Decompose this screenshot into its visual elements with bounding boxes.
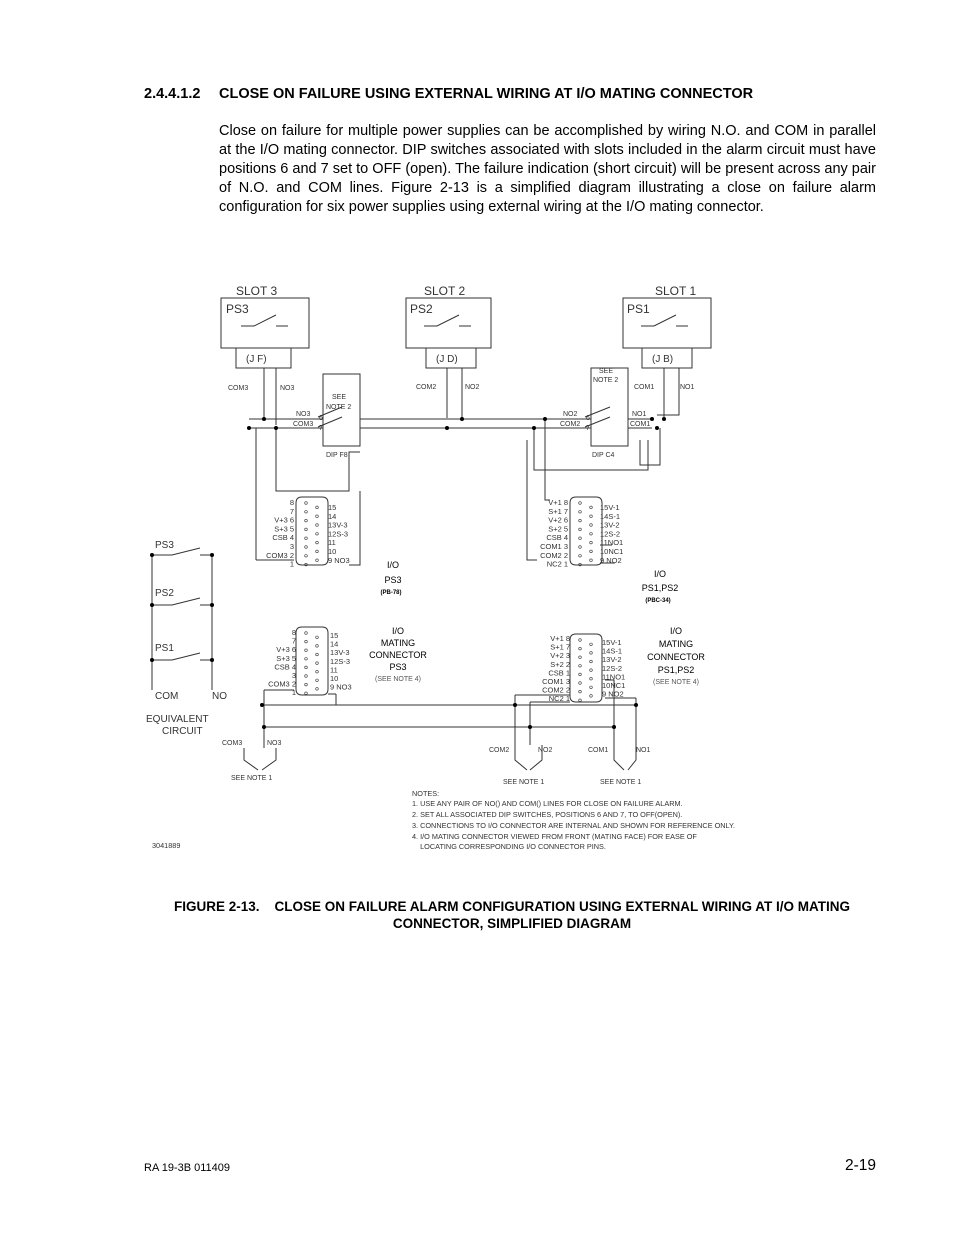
mate-ps3-pin-dot [305, 658, 308, 661]
equiv-no: NO [212, 691, 227, 702]
mate-ps12-left-pin: V+2 3 [550, 651, 570, 661]
slot3-jack: (J F) [246, 354, 267, 365]
slot2-label: SLOT 2 [424, 284, 466, 298]
slot1-label: SLOT 1 [655, 284, 697, 298]
io-ps12-part: (PBC-34) [645, 598, 671, 604]
section-heading [144, 86, 884, 102]
mate-ps12-right-pin: 15V-1 [602, 638, 622, 647]
mate-ps3-left-pin: S+3 5 [276, 653, 296, 663]
note-4-cont: LOCATING CORRESPONDING I/O CONNECTOR PINS. [412, 842, 606, 851]
mate-ps12-left-pin: CSB 1 [548, 668, 570, 678]
slot3-ps: PS3 [226, 302, 249, 316]
mate-ps3-title: I/O [391, 626, 405, 636]
io-ps3-right-pin: 14 [328, 511, 337, 521]
dipc4-name: DIP C4 [592, 452, 615, 459]
io-ps3-left-pin: 3 [289, 542, 294, 551]
io-ps12-name: PS1,PS2 [641, 583, 679, 593]
bottom-see-note-ps1: SEE NOTE 1 [600, 779, 642, 786]
io-ps3-pin-dot [316, 533, 319, 536]
dipc4-note: NOTE 2 [593, 377, 619, 384]
dipc4-com-left: COM2 [560, 421, 581, 428]
io-ps12-pin-dot [590, 550, 593, 553]
io-ps12-right-pin: 10NC1 [600, 547, 624, 556]
mate-ps3-right-pin: 10 [330, 674, 339, 683]
dipf8-pos6: 6 [319, 415, 323, 422]
equiv-label2: CIRCUIT [162, 726, 203, 737]
io-ps12-pin-dot [590, 559, 593, 562]
mate-ps12-right-pin: 9 NO2 [602, 689, 624, 699]
mate-ps3-left-pin: CSB 4 [274, 662, 296, 672]
io-ps12-pin-dot [590, 506, 593, 509]
mate-ps3-pin-dot [316, 645, 319, 648]
mate-ps3-right-pin: 12S-3 [330, 656, 351, 666]
note-1: 1. USE ANY PAIR OF NO() AND COM() LINES FOR CLOSE ON FAILURE ALARM. [412, 799, 683, 808]
mate-ps3-pin-dot [305, 640, 308, 643]
io-ps12-pin-dot [590, 524, 593, 527]
note-2: 2. SET ALL ASSOCIATED DIP SWITCHES, POSITIONS 6 AND 7, TO OFF(OPEN). [412, 810, 683, 819]
bottom-no1: NO1 [636, 747, 651, 754]
io-ps3-left-pin: 8 [289, 498, 294, 507]
bottom-see-note-ps2: SEE NOTE 1 [503, 779, 545, 786]
mate-ps3-pin-dot [316, 662, 319, 665]
io-ps12-left-pin: COM1 3 [540, 542, 568, 551]
body-paragraph: Close on failure for multiple power supplies can be accomplished by wiring N.O. and COM in parallel at the I/O mating connector. DIP switches associated with slots included in the alarm circuit must have positions 6 and 7 set to OFF (open). The failure indication (short circuit) will be present across any pair of N.O. and COM lines. Figure 2-13 is a simplified diagram illustrating a close on failure alarm configuration for six power supplies using external wiring at the I/O mating connector. [219, 123, 876, 216]
io-ps3-left-pin: CSB 4 [272, 533, 294, 543]
io-ps12-left-pin: S+2 5 [548, 524, 568, 534]
io-ps12-right-pin: 11NO1 [600, 538, 624, 548]
mate-ps12-left-pin: COM1 3 [542, 677, 570, 686]
figure-caption [150, 898, 874, 932]
slot1-jack: (J B) [652, 354, 674, 365]
mate-ps12-pin-dot [579, 639, 582, 642]
dipc4-pos7: 7 [586, 425, 590, 432]
slot2-com: COM2 [416, 384, 437, 391]
figure-label: FIGURE 2-13. [173, 899, 260, 914]
io-ps12-pin-dot [590, 515, 593, 518]
slot1-ps: PS1 [627, 302, 650, 316]
mate-ps12-left-pin: NC2 1 [548, 694, 570, 704]
mate-ps3-pin-dot [316, 670, 319, 673]
note-4: 4. I/O MATING CONNECTOR VIEWED FROM FRONT (MATING FACE) FOR EASE OF [412, 832, 697, 841]
io-ps3-left-pin: 1 [289, 559, 294, 569]
mate-ps3-note: (SEE NOTE 4) [375, 676, 421, 683]
io-ps12-pin-dot [579, 502, 582, 505]
bottom-com3: COM3 [222, 740, 243, 747]
dipc4-com-right: COM1 [630, 421, 651, 428]
mate-ps3-left-pin: 8 [291, 628, 296, 637]
io-ps3-pin-dot [305, 519, 308, 522]
mate-ps3-right-pin: 14 [330, 639, 339, 649]
slot3-label: SLOT 3 [236, 284, 278, 298]
io-ps3-right-pin: 10 [328, 547, 337, 556]
mate-ps12-pin-dot [579, 656, 582, 659]
dipf8-see: SEE [332, 394, 347, 401]
mate-ps3-left-pin: COM3 2 [268, 679, 296, 689]
slot2-ps: PS2 [410, 302, 433, 316]
io-ps12-pin-dot [579, 519, 582, 522]
io-ps12-left-pin: S+1 7 [548, 506, 568, 516]
bottom-see-note-ps3: SEE NOTE 1 [231, 775, 273, 782]
mate-ps3-right-pin: 13V-3 [330, 648, 350, 658]
dipf8-name: DIP F8 [326, 452, 348, 459]
mate-ps12-left-pin: COM2 2 [542, 685, 570, 695]
mate-ps3-left-pin: V+3 6 [276, 645, 296, 655]
mate-ps12-pin-dot [590, 643, 593, 646]
slot3-no: NO3 [280, 385, 295, 392]
mate-ps12-pin-dot [579, 673, 582, 676]
mate-ps3-right-pin: 15 [330, 631, 339, 640]
io-ps3-pin-dot [305, 537, 308, 540]
mate-ps3-pin-dot [305, 632, 308, 635]
note-3: 3. CONNECTIONS TO I/O CONNECTOR ARE INTERNAL AND SHOWN FOR REFERENCE ONLY. [412, 821, 736, 830]
notes-title: NOTES: [412, 789, 440, 798]
io-ps3-right-pin: 11 [328, 538, 336, 548]
io-ps3-pin-dot [305, 528, 308, 531]
mate-ps12-right-pin: 10NC1 [602, 681, 626, 690]
io-ps12-pin-dot [579, 555, 582, 558]
mate-ps12-right-pin: 12S-2 [602, 663, 623, 673]
mate-ps12-line3: CONNECTOR [647, 652, 705, 662]
io-ps3-left-pin: S+3 5 [274, 524, 294, 534]
footer-doc-id: RA 19-3B 011409 [144, 1162, 231, 1174]
mate-ps3-line2: MATING [380, 638, 416, 648]
io-ps12-right-pin: 15V-1 [600, 503, 620, 512]
io-ps12-right-pin: 13V-2 [600, 520, 620, 530]
bottom-no3: NO3 [267, 740, 282, 747]
mate-ps12-line2: MATING [658, 639, 694, 649]
mate-ps3-pin-dot [316, 653, 319, 656]
equiv-ps2: PS2 [155, 588, 174, 599]
io-ps3-pin-dot [305, 511, 308, 514]
slot1-no: NO1 [680, 384, 695, 391]
io-ps3-right-pin: 15 [328, 503, 337, 512]
mate-ps12-left-pin: V+1 8 [550, 634, 570, 643]
mate-ps3-right-pin: 9 NO3 [330, 682, 352, 692]
section-number: 2.4.4.1.2 [144, 86, 201, 102]
mate-ps3-right-pin: 11 [330, 665, 338, 675]
mate-ps12-pin-dot [579, 682, 582, 685]
io-ps3-pin-dot [305, 502, 308, 505]
mate-ps3-pin-dot [316, 688, 319, 691]
slot2-jack: (J D) [436, 354, 458, 365]
io-ps3-pin-dot [316, 550, 319, 553]
io-ps12-pin-dot [579, 511, 582, 514]
mate-ps3-left-pin: 1 [291, 688, 296, 698]
io-ps12-pin-dot [579, 546, 582, 549]
mate-ps12-right-pin: 14S-1 [602, 646, 623, 656]
equiv-ps3: PS3 [155, 540, 174, 551]
mate-ps3-left-pin: 3 [291, 671, 296, 680]
mate-ps12-pin-dot [590, 660, 593, 663]
mate-ps12-left-pin: S+1 7 [550, 642, 570, 652]
mate-ps12-pin-dot [590, 669, 593, 672]
io-ps3-right-pin: 9 NO3 [328, 555, 350, 565]
mate-ps12-pin-dot [579, 690, 582, 693]
io-ps12-left-pin: NC2 1 [546, 559, 568, 569]
io-ps12-pin-dot [590, 533, 593, 536]
io-ps12-right-pin: 9 NO2 [600, 555, 622, 565]
io-ps12-right-pin: 12S-2 [600, 529, 621, 539]
dipf8-pos7: 7 [319, 425, 323, 432]
mate-ps12-right-pin: 13V-2 [602, 655, 622, 665]
mate-ps3-line3: CONNECTOR [369, 650, 427, 660]
footer-page-number: 2-19 [844, 1157, 876, 1174]
mate-ps3-name: PS3 [389, 662, 407, 672]
io-ps12-right-pin: 14S-1 [600, 511, 621, 521]
dipf8-no: NO3 [296, 411, 311, 418]
io-ps3-pin-dot [316, 524, 319, 527]
io-ps3-pin-dot [305, 546, 308, 549]
mate-ps12-title: I/O [669, 626, 683, 636]
io-ps3-pin-dot [305, 555, 308, 558]
mate-ps12-left-pin: S+2 2 [550, 659, 570, 669]
io-ps12-left-pin: V+2 6 [548, 515, 568, 525]
mate-ps3-pin-dot [305, 683, 308, 686]
mate-ps12-pin-dot [590, 686, 593, 689]
slot3-com: COM3 [228, 385, 249, 392]
io-ps3-left-pin: COM3 2 [266, 550, 294, 560]
mate-ps12-note: (SEE NOTE 4) [653, 679, 699, 686]
section-title: CLOSE ON FAILURE USING EXTERNAL WIRING AT I/O MATING CONNECTOR [219, 86, 754, 102]
dipc4-pos6: 6 [586, 415, 590, 422]
mate-ps12-pin-dot [579, 647, 582, 650]
io-ps3-title: I/O [386, 560, 400, 570]
io-ps3-part: (PB-78) [380, 590, 402, 596]
mate-ps3-pin-dot [305, 666, 308, 669]
mate-ps12-pin-dot [590, 652, 593, 655]
io-ps12-left-pin: V+1 8 [548, 498, 568, 507]
mate-ps12-name: PS1,PS2 [657, 665, 695, 675]
mate-ps3-pin-dot [305, 675, 308, 678]
io-ps12-pin-dot [590, 541, 593, 544]
bottom-com2: COM2 [489, 747, 510, 754]
slot1-com: COM1 [634, 384, 655, 391]
io-ps12-left-pin: COM2 2 [540, 550, 568, 560]
mate-ps3-pin-dot [316, 679, 319, 682]
mate-ps12-pin-dot [579, 699, 582, 702]
dipf8-note: NOTE 2 [326, 404, 352, 411]
io-ps3-right-pin: 12S-3 [328, 529, 349, 539]
equiv-label1: EQUIVALENT [146, 714, 209, 725]
mate-ps12-pin-dot [590, 677, 593, 680]
dipc4-no-right: NO1 [632, 411, 647, 418]
io-ps3-name: PS3 [384, 575, 402, 585]
io-ps12-pin-dot [579, 528, 582, 531]
mate-ps3-left-pin: 7 [291, 636, 296, 646]
io-ps12-left-pin: CSB 4 [546, 533, 568, 543]
io-ps3-pin-dot [316, 559, 319, 562]
io-ps12-pin-dot [579, 537, 582, 540]
bottom-com1: COM1 [588, 747, 609, 754]
io-ps12-title: I/O [653, 569, 667, 579]
io-ps3-pin-dot [316, 541, 319, 544]
dipc4-no-left: NO2 [563, 411, 578, 418]
mate-ps3-pin-dot [305, 692, 308, 695]
slot2-no: NO2 [465, 384, 480, 391]
figure-title: CLOSE ON FAILURE ALARM CONFIGURATION USING EXTERNAL WIRING AT I/O MATING CONNECTOR, SIMPLIFIED DIAGRAM [274, 899, 851, 931]
io-ps3-left-pin: V+3 6 [274, 515, 294, 525]
dipc4-see: SEE [599, 368, 614, 375]
io-ps3-pin-dot [316, 506, 319, 509]
mate-ps12-pin-dot [590, 695, 593, 698]
mate-ps3-pin-dot [305, 649, 308, 652]
mate-ps12-pin-dot [579, 665, 582, 668]
io-ps3-pin-dot [316, 515, 319, 518]
dipf8-com: COM3 [293, 421, 314, 428]
io-ps3-left-pin: 7 [289, 506, 294, 516]
wiring-diagram [140, 276, 780, 860]
io-ps3-right-pin: 13V-3 [328, 520, 348, 530]
bottom-no2: NO2 [538, 747, 553, 754]
mate-ps3-pin-dot [316, 636, 319, 639]
mate-ps12-right-pin: 11NO1 [602, 672, 626, 682]
drawing-number: 3041889 [152, 841, 181, 850]
equiv-com: COM [155, 691, 179, 702]
equiv-ps1: PS1 [155, 643, 174, 654]
